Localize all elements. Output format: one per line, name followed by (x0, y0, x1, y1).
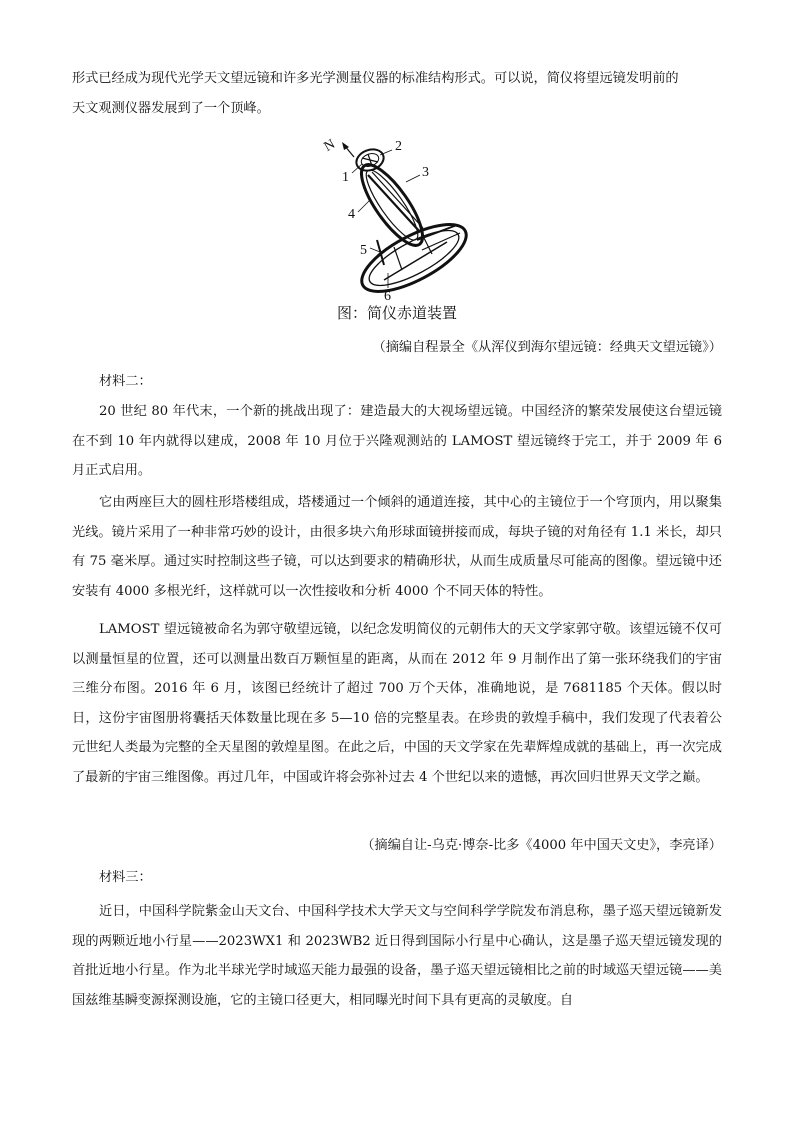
material-2-paragraph-3: LAMOST 望远镜被命名为郭守敬望远镜，以纪念发明简仪的元朝伟大的天文学家郭守敬。该望远镜不仅可以测量恒星的位置，还可以测量出数百万颗恒星的距离，从而在 2012 年 9 月制作出了第一张环绕我们的宇宙三维分布图。2016 年 6 月，该图已经统计了超过 700 万个天体，准确地说，是 7681185 个天体。假以时日，这份宇宙图册将囊括天体数量比现在多 5—10 倍的完整星表。在珍贵的敦煌手稿中，我们发现了代表着公元世纪人类最为完整的全天星图的敦煌星图。在此之后，中国的天文学家在先辈辉煌成就的基础上，再一次完成了最新的宇宙三维图像。再过几年，中国或许将会弥补过去 4 个世纪以来的遗憾，再次回归世界天文学之巅。 (72, 622, 722, 785)
intro-line-1: 形式已经成为现代光学天文望远镜和许多光学测量仪器的标准结构形式。可以说，简仪将望远镜发明前的 (72, 71, 679, 86)
part-label-2: 2 (395, 139, 402, 154)
part-label-6: 6 (384, 289, 391, 304)
part-label-3: 3 (422, 165, 429, 180)
north-arrow-icon (322, 137, 354, 157)
material-3-paragraph-1: 近日，中国科学院紫金山天文台、中国科学技术大学天文与空间科学学院发布消息称，墨子巡天望远镜新发现的两颗近地小行星——2023WX1 和 2023WB2 近日得到国际小行星中心确认，这是墨子巡天望远镜发现的首批近地小行星。作为北半球光学时域巡天能力最强的设备，墨子巡天望远镜相比之前的时域巡天望远镜——美国兹维基瞬变源探测设施，它的主镜口径更大，相同曝光时间下具有更高的灵敏度。自 (72, 904, 722, 1008)
material-3-label: 材料三： (99, 870, 152, 885)
part-label-4: 4 (348, 207, 355, 222)
figure-caption: 图：简仪赤道装置 (336, 304, 457, 322)
material-2-paragraph-2: 它由两座巨大的圆柱形塔楼组成，塔楼通过一个倾斜的通道连接，其中心的主镜位于一个穹顶内，用以聚集光线。镜片采用了一种非常巧妙的设计，由很多块六角形球面镜拼接而成，每块子镜的对角径有 1.1 米长，却只有 75 毫米厚。通过实时控制这些子镜，可以达到要求的精确形状，从而生成质量尽可能高的图像。望远镜中还安装有 4000 多根光纤，这样就可以一次性接收和分析 4000 个不同天体的特性。 (72, 495, 722, 599)
source-citation-2: （摘编自让-乌克·博奈-比多《4000 年中国天文史》，李亮译） (361, 838, 722, 853)
armillary-figure (322, 130, 472, 305)
source-citation-1: （摘编自程景全《从浑仪到海尔望远镜：经典天文望远镜》） (372, 340, 722, 355)
material-2-label: 材料二： (99, 374, 152, 389)
part-label-5: 5 (360, 243, 367, 258)
intro-line-2: 天文观测仪器发展到了一个顶峰。 (72, 101, 270, 116)
material-2-paragraph-1: 20 世纪 80 年代末，一个新的挑战出现了：建造最大的大视场望远镜。中国经济的繁荣发展使这台望远镜在不到 10 年内就得以建成，2008 年 10 月位于兴隆观测站的 LAMOST 望远镜终于完工，并于 2009 年 6 月正式启用。 (72, 404, 722, 479)
equatorial-mount-drawing (322, 130, 472, 305)
north-label: N (322, 136, 338, 155)
part-label-1: 1 (342, 170, 349, 185)
